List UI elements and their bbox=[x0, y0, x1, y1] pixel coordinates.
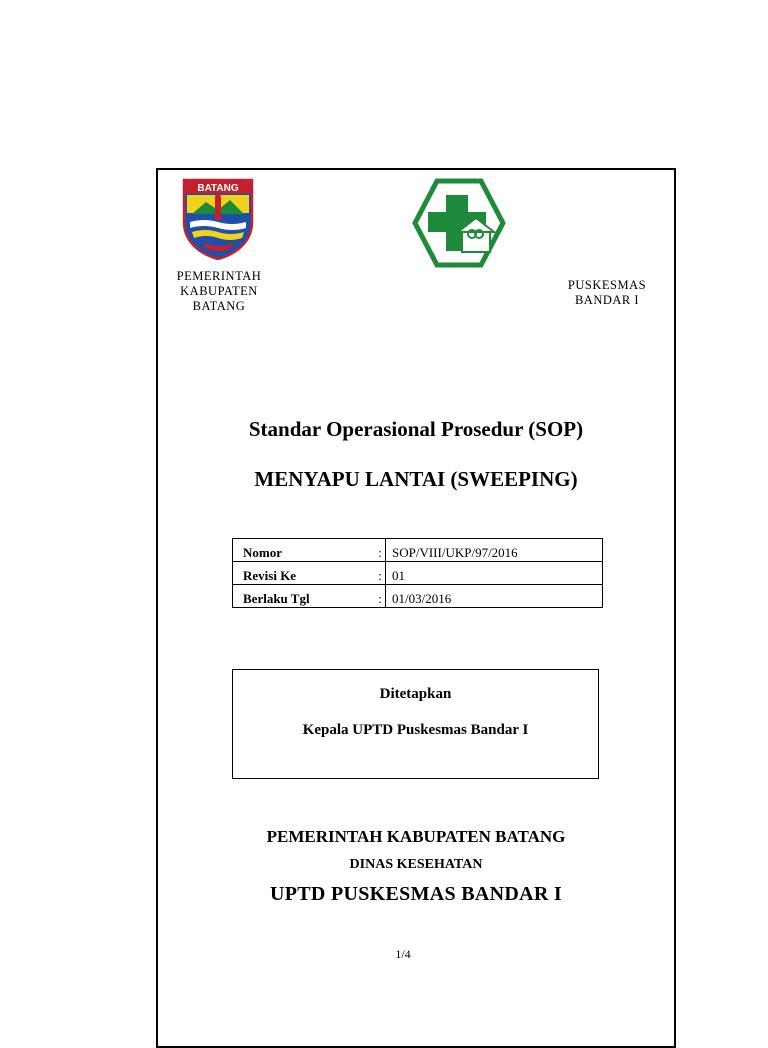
document-title: Standar Operasional Prosedur (SOP) bbox=[248, 417, 584, 441]
table-row bbox=[233, 562, 603, 585]
crest-label: BATANG bbox=[197, 183, 239, 194]
footer-department: DINAS KESEHATAN bbox=[349, 857, 483, 872]
left-org-line: BATANG bbox=[192, 299, 246, 313]
meta-value: 01 bbox=[386, 562, 603, 585]
right-org-line: PUSKESMAS bbox=[567, 278, 647, 292]
meta-label: Nomor bbox=[233, 539, 376, 562]
left-org-line: PEMERINTAH bbox=[176, 269, 262, 283]
right-organization-label bbox=[555, 278, 659, 308]
meta-label: Revisi Ke bbox=[233, 562, 376, 585]
meta-value: SOP/VIII/UKP/97/2016 bbox=[386, 539, 603, 562]
left-org-line: KABUPATEN bbox=[180, 284, 258, 298]
page-number: 1/4 bbox=[395, 947, 411, 961]
batang-regency-crest-icon bbox=[180, 178, 256, 260]
table-row bbox=[233, 585, 603, 608]
left-organization-label bbox=[160, 269, 278, 314]
footer-government: PEMERINTAH KABUPATEN BATANG bbox=[266, 827, 566, 846]
meta-separator: : bbox=[375, 539, 386, 562]
meta-label: Berlaku Tgl bbox=[233, 585, 376, 608]
approval-box bbox=[232, 669, 599, 779]
meta-separator: : bbox=[375, 562, 386, 585]
approval-heading: Ditetapkan bbox=[379, 686, 452, 702]
footer-institution: UPTD PUSKESMAS BANDAR I bbox=[270, 883, 562, 905]
puskesmas-health-logo-icon bbox=[412, 178, 506, 268]
meta-separator: : bbox=[375, 585, 386, 608]
meta-value: 01/03/2016 bbox=[386, 585, 603, 608]
document-subject: MENYAPU LANTAI (SWEEPING) bbox=[254, 467, 578, 491]
document-meta-table bbox=[232, 538, 603, 608]
right-org-line: BANDAR I bbox=[574, 293, 640, 307]
approval-official: Kepala UPTD Puskesmas Bandar I bbox=[302, 722, 529, 738]
table-row bbox=[233, 539, 603, 562]
